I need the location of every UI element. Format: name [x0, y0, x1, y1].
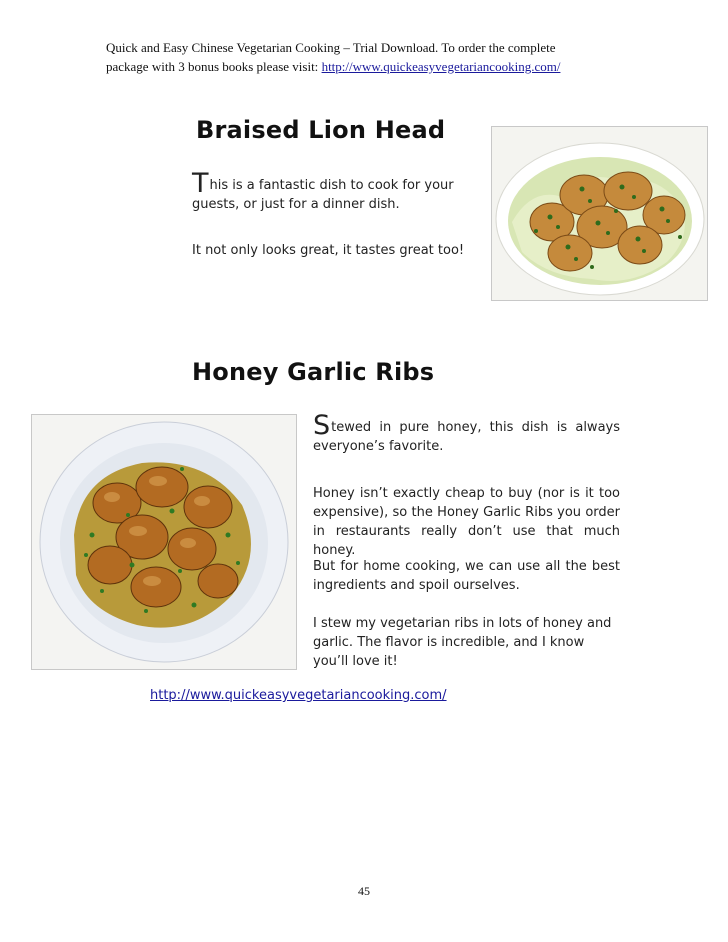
header-website-link[interactable]: http://www.quickeasyvegetariancooking.com/	[321, 59, 561, 74]
honey-garlic-ribs-image	[32, 415, 296, 669]
recipe-title-braised-lion-head: Braised Lion Head	[196, 116, 446, 144]
recipe2-paragraph-4: I stew my vegetarian ribs in lots of honey and garlic. The flavor is incredible, and I know you’ll love it!	[313, 616, 612, 669]
recipe2-paragraph-3: But for home cooking, we can use all the best ingredients and spoil ourselves.	[313, 559, 620, 593]
honey-garlic-ribs-photo	[31, 414, 297, 670]
recipe1-paragraph-2: It not only looks great, it tastes great too!	[192, 243, 465, 258]
recipe1-paragraph-1-text: his is a fantastic dish to cook for your guests, or just for a dinner dish.	[192, 178, 454, 212]
recipe2-paragraph-2: Honey isn’t exactly cheap to buy (nor is it too expensive), so the Honey Garlic Ribs you order in restaurants really don’t use that much honey.	[313, 486, 620, 558]
drop-cap: T	[192, 168, 209, 199]
page-number: 45	[358, 884, 370, 898]
drop-cap: S	[313, 410, 331, 441]
recipe1-paragraph-1	[192, 168, 468, 214]
braised-lion-head-photo	[491, 126, 708, 301]
recipe-title-honey-garlic-ribs: Honey Garlic Ribs	[192, 358, 435, 386]
footer-website-link[interactable]: http://www.quickeasyvegetariancooking.com/	[150, 688, 447, 703]
braised-lion-head-image	[492, 127, 707, 300]
recipe2-paragraph-1-text: tewed in pure honey, this dish is always everyone’s favorite.	[313, 420, 620, 454]
recipe2-paragraph-1	[313, 410, 620, 456]
header-line-1: Quick and Easy Chinese Vegetarian Cooking – Trial Download. To order the complete	[106, 40, 556, 55]
header-line-2-prefix: package with 3 bonus books please visit:	[106, 59, 322, 74]
page-header	[106, 38, 666, 76]
